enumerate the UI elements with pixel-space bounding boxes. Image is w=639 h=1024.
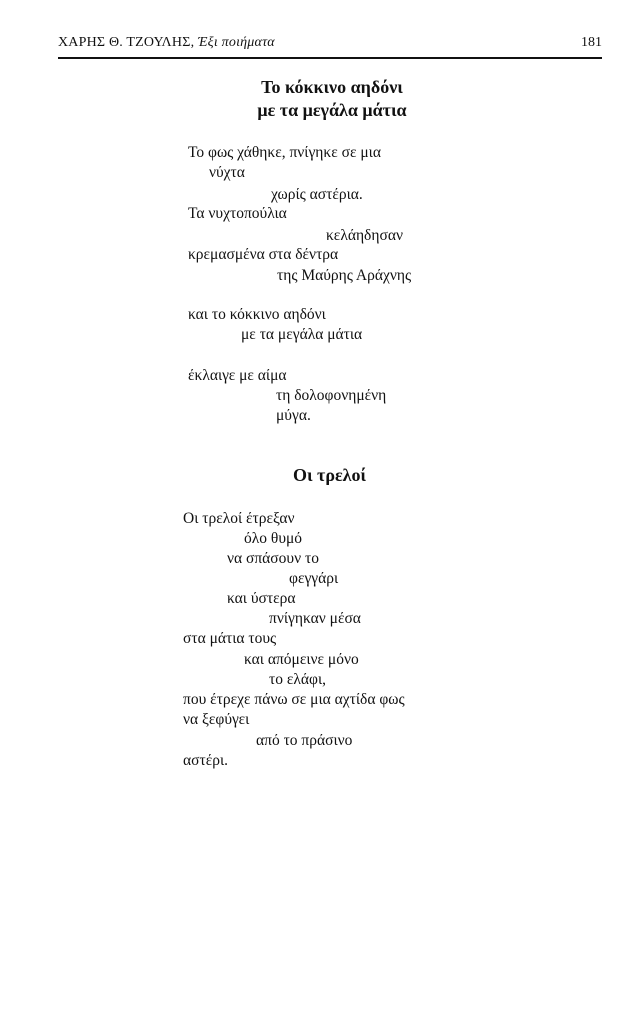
poem-2-line: και απόμεινε μόνο <box>244 651 359 668</box>
poem-1-line: χωρίς αστέρια. <box>271 186 363 203</box>
running-head <box>58 33 602 57</box>
poem-1-line: της Μαύρης Αράχνης <box>277 267 412 284</box>
poem-2-line: πνίγηκαν μέσα <box>269 610 361 627</box>
poem-1-title-line-1: Το κόκκινο αηδόνι <box>261 77 403 97</box>
poem-1-line: Τα νυχτοπούλια <box>188 205 287 222</box>
poem-2-line: το ελάφι, <box>269 671 326 688</box>
poem-1-line: νύχτα <box>209 164 245 181</box>
poem-1-line: έκλαιγε με αίμα <box>188 367 287 384</box>
poem-2-line: που έτρεχε πάνω σε μια αχτίδα φως <box>183 691 405 708</box>
poem-2-line: αστέρι. <box>183 752 228 769</box>
poem-1-line: με τα μεγάλα μάτια <box>241 326 363 343</box>
page-number: 181 <box>581 35 602 50</box>
poem-1-line: κρεμασμένα στα δέντρα <box>188 246 339 263</box>
poem-1-line: μύγα. <box>276 407 311 424</box>
poem-2-line: και ύστερα <box>227 590 296 607</box>
running-head-author: ΧΑΡΗΣ Θ. ΤΖΟΥΛΗΣ, Έξι ποιήματα <box>58 35 275 50</box>
poem-1-line: και το κόκκινο αηδόνι <box>188 306 326 323</box>
poem-2-line: φεγγάρι <box>289 570 339 587</box>
poem-2-line: να ξεφύγει <box>183 711 250 728</box>
poem-1-line: τη δολοφονημένη <box>276 387 387 404</box>
poem-2-line: από το πράσινο <box>256 732 353 749</box>
poem-2-line: Οι τρελοί έτρεξαν <box>183 510 295 527</box>
poem-2-line: στα μάτια τους <box>183 630 277 647</box>
header-rule <box>58 57 602 59</box>
poem-2-line: όλο θυμό <box>244 530 303 547</box>
poem-1-line: κελάηδησαν <box>326 227 403 244</box>
poem-1-line: Το φως χάθηκε, πνίγηκε σε μια <box>188 144 381 161</box>
poem-1-title-line-2: με τα μεγάλα μάτια <box>257 100 407 120</box>
poem-2-title: Οι τρελοί <box>292 465 367 485</box>
running-head-book-title: Έξι ποιήματα <box>197 35 275 50</box>
poem-2-line: να σπάσουν το <box>227 550 319 567</box>
